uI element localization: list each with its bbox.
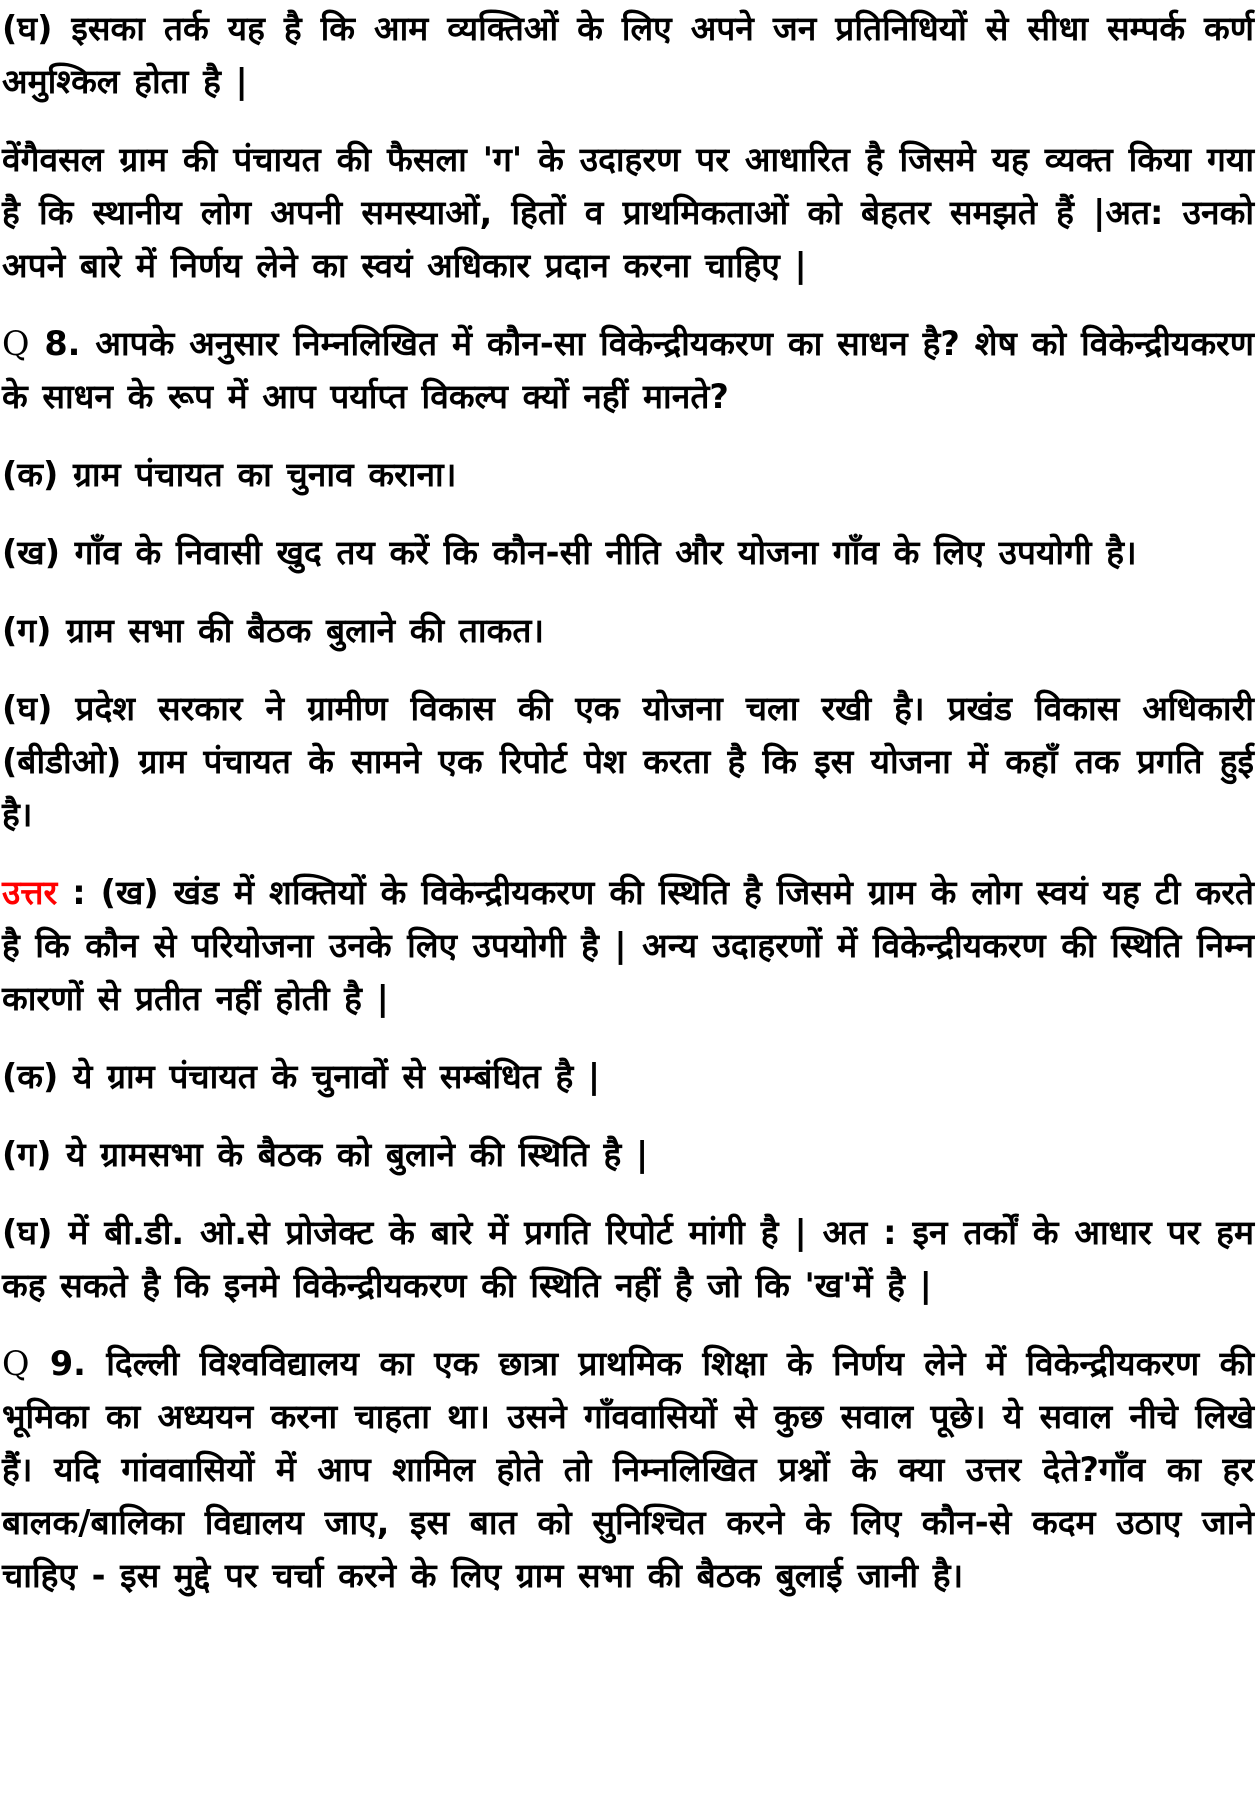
answer-8-point-ga: (ग) ये ग्रामसभा के बैठक को बुलाने की स्थिति है |	[2, 1135, 649, 1174]
question-8-option-ga: (ग) ग्राम सभा की बैठक बुलाने की ताकत।	[2, 611, 545, 650]
answer-8-point-ka: (क) ये ग्राम पंचायत के चुनावों से सम्बंधित है |	[2, 1057, 601, 1096]
question-prefix: Q	[2, 1344, 30, 1383]
question-8-option-gha: (घ) प्रदेश सरकार ने ग्रामीण विकास की एक योजना चला रखी है। प्रखंड विकास अधिकारी (बीडीओ) ग्राम पंचायत के सामने एक रिपोर्ट पेश करता है कि इस योजना में कहाँ तक प्रगति हुई है।	[2, 689, 1254, 834]
answer-8-text: : (ख) खंड में शक्तियों के विकेन्द्रीयकरण की स्थिति है जिसमे ग्राम के लोग स्वयं यह टी करते है कि कौन से परियोजना उनके लिए उपयोगी है | अन्य उदाहरणों में विकेन्द्रीयकरण की स्थिति निम्न कारणों से प्रतीत नहीं होती है |	[2, 873, 1254, 1018]
question-9-text: 9. दिल्ली विश्वविद्यालय का एक छात्रा प्राथमिक शिक्षा के निर्णय लेने में विकेन्द्रीयकरण की भूमिका का अध्ययन करना चाहता था। उसने गाँववासियों से कुछ सवाल पूछे। ये सवाल नीचे लिखे हैं। यदि गांववासियों में आप शामिल होते तो निम्नलिखित प्रश्नों के क्या उत्तर देते?गाँव का हर बालक/बालिका विद्यालय जाए, इस बात को सुनिश्चित करने के लिए कौन-से कदम उठाए जाने चाहिए - इस मुद्दे पर चर्चा करने के लिए ग्राम सभा की बैठक बुलाई जानी है।	[2, 1344, 1255, 1595]
answer-8-point-gha: (घ) में बी.डी. ओ.से प्रोजेक्ट के बारे में प्रगति रिपोर्ट मांगी है | अत : इन तर्कों के आधार पर हम कह सकते है कि इनमे विकेन्द्रीयकरण की स्थिति नहीं है जो कि 'ख'में है |	[2, 1213, 1254, 1305]
question-8	[2, 317, 1254, 423]
question-prefix: Q	[2, 324, 30, 363]
answer-8	[2, 866, 1254, 1025]
question-8-text: 8. आपके अनुसार निम्नलिखित में कौन-सा विकेन्द्रीयकरण का साधन है? शेष को विकेन्द्रीयकरण के साधन के रूप में आप पर्याप्त विकल्प क्यों नहीं मानते?	[2, 324, 1254, 416]
answer-7-conclusion: वेंगैवसल ग्राम की पंचायत की फैसला 'ग' के उदाहरण पर आधारित है जिसमे यह व्यक्त किया गया है कि स्थानीय लोग अपनी समस्याओं, हितों व प्राथमिकताओं को बेहतर समझते हैं |अत: उनको अपने बारे में निर्णय लेने का स्वयं अधिकार प्रदान करना चाहिए |	[2, 140, 1254, 285]
answer-label: उत्तर	[2, 873, 58, 912]
question-9	[2, 1337, 1254, 1602]
question-8-option-ka: (क) ग्राम पंचायत का चुनाव कराना।	[2, 455, 457, 494]
answer-7d-reasoning: (घ) इसका तर्क यह है कि आम व्यक्तिओं के लिए अपने जन प्रतिनिधियों से सीधा सम्पर्क कर्ण अमुश्किल होता है |	[2, 9, 1254, 101]
question-8-option-kha: (ख) गाँव के निवासी खुद तय करें कि कौन-सी नीति और योजना गाँव के लिए उपयोगी है।	[2, 533, 1137, 572]
